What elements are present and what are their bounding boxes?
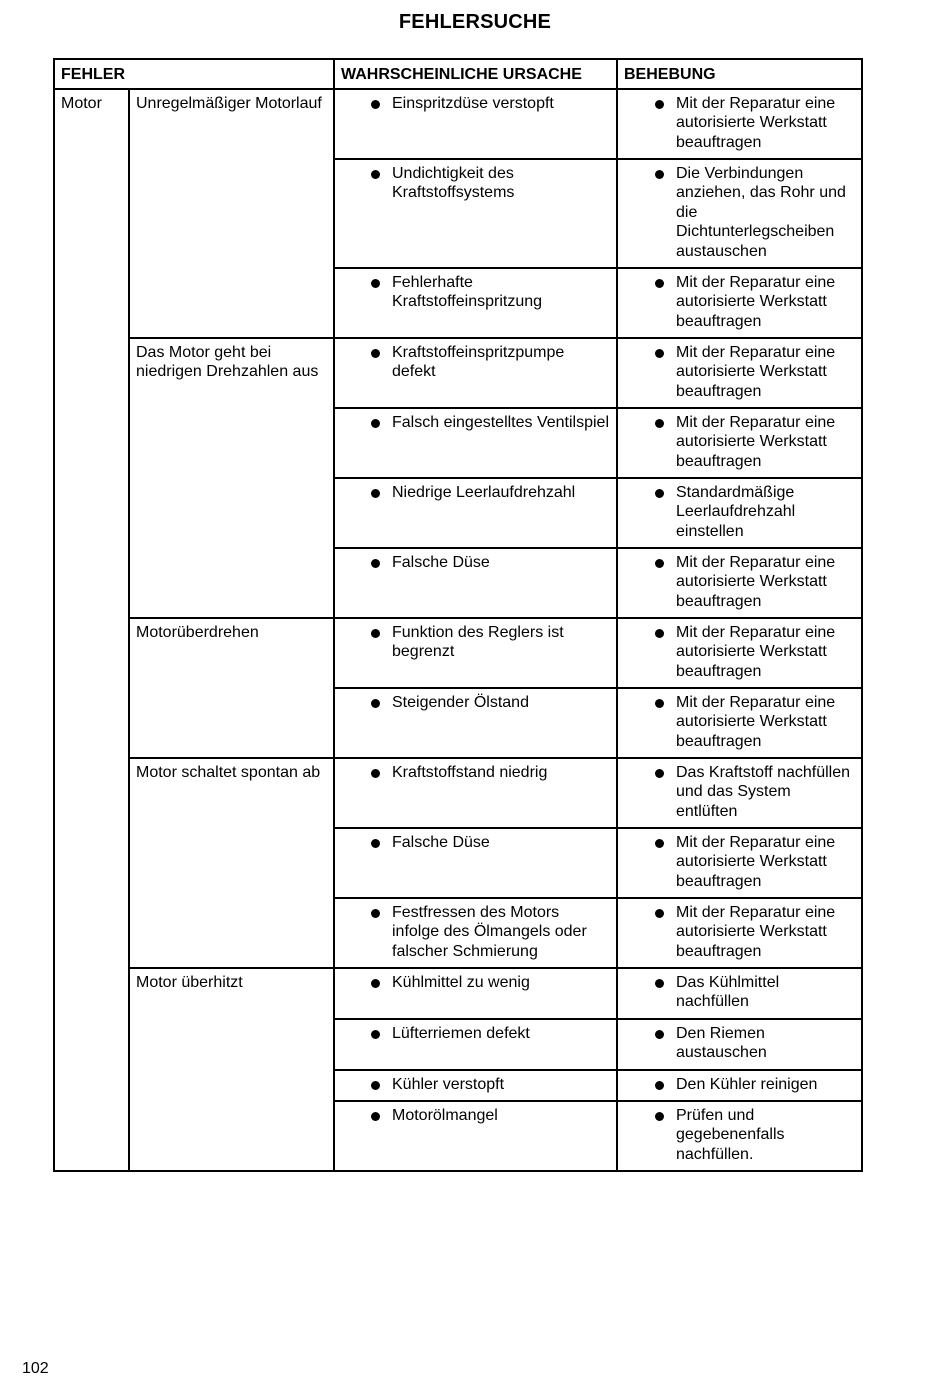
cause-text: Falsche Düse [392,553,490,571]
troubleshooting-table [53,58,863,1172]
fix-cell [617,758,862,828]
table-row [54,618,862,688]
cause-text: Falsch eingestelltes Ventilspiel [392,413,610,431]
cause-cell [334,968,617,1019]
page-title: FEHLERSUCHE [398,11,552,33]
symptom-cell: Motorüberdrehen [129,618,334,758]
bullet-dot-icon [655,489,664,498]
bullet-dot-icon [371,100,380,109]
cause-text: Niedrige Leerlaufdrehzahl [392,483,576,501]
fix-text: Standardmäßige Leerlaufdrehzahl einstellen [676,483,796,540]
bullet-dot-icon [655,419,664,428]
fix-cell [617,478,862,548]
category-cell: Motor [54,89,129,1171]
bullet-dot-icon [655,1112,664,1121]
cause-cell [334,618,617,688]
fix-cell [617,338,862,408]
bullet-dot-icon [371,839,380,848]
bullet-dot-icon [655,979,664,988]
cause-cell [334,408,617,478]
bullet-dot-icon [371,909,380,918]
table-row [54,89,862,159]
bullet-dot-icon [371,279,380,288]
fix-text: Mit der Reparatur eine autorisierte Werkstatt beauftragen [676,413,836,470]
cause-cell [334,898,617,968]
cause-cell [334,159,617,268]
symptom-cell: Unregelmäßiger Motorlauf [129,89,334,338]
bullet-dot-icon [655,629,664,638]
fix-text: Mit der Reparatur eine autorisierte Werkstatt beauftragen [676,553,836,610]
bullet-dot-icon [655,839,664,848]
fix-cell [617,898,862,968]
fix-cell [617,688,862,758]
cause-text: Kühler verstopft [392,1075,505,1093]
fix-cell [617,618,862,688]
cause-cell [334,338,617,408]
bullet-dot-icon [655,1081,664,1090]
symptom-cell: Motor überhitzt [129,968,334,1171]
fix-text: Den Riemen austauschen [676,1024,767,1061]
bullet-dot-icon [655,349,664,358]
cause-cell [334,1070,617,1101]
bullet-dot-icon [655,699,664,708]
bullet-dot-icon [371,1112,380,1121]
cause-cell [334,548,617,618]
fix-text: Mit der Reparatur eine autorisierte Werkstatt beauftragen [676,94,836,151]
fix-cell [617,268,862,338]
cause-text: Lüfterriemen defekt [392,1024,530,1042]
header-fehler: FEHLER [54,59,334,89]
fix-cell [617,828,862,898]
fix-text: Den Kühler reinigen [676,1075,818,1093]
fix-cell [617,968,862,1019]
bullet-dot-icon [371,979,380,988]
cause-text: Steigender Ölstand [392,693,529,711]
fix-cell [617,89,862,159]
fix-cell [617,548,862,618]
bullet-dot-icon [371,1030,380,1039]
page-number: 102 [22,1360,49,1377]
bullet-dot-icon [655,909,664,918]
fix-text: Das Kraftstoff nachfüllen und das System entlüften [676,763,851,820]
bullet-dot-icon [655,100,664,109]
fix-cell [617,159,862,268]
bullet-dot-icon [371,769,380,778]
cause-cell [334,1101,617,1171]
bullet-dot-icon [371,489,380,498]
table-row [54,338,862,408]
bullet-dot-icon [655,1030,664,1039]
bullet-dot-icon [371,559,380,568]
cause-cell [334,89,617,159]
cause-cell [334,758,617,828]
cause-text: Undichtigkeit des Kraftstoffsystems [392,164,515,201]
table-row [54,758,862,828]
table-header-row [54,59,862,89]
bullet-dot-icon [371,1081,380,1090]
bullet-dot-icon [371,349,380,358]
bullet-dot-icon [371,170,380,179]
cause-cell [334,268,617,338]
fix-text: Mit der Reparatur eine autorisierte Werkstatt beauftragen [676,343,836,400]
cause-text: Fehlerhafte Kraftstoffeinspritzung [392,273,543,310]
cause-cell [334,688,617,758]
cause-text: Motorölmangel [392,1106,498,1124]
cause-cell [334,828,617,898]
fix-cell [617,1070,862,1101]
bullet-dot-icon [655,559,664,568]
fix-cell [617,408,862,478]
cause-text: Kraftstoffeinspritzpumpe defekt [392,343,565,380]
bullet-dot-icon [655,170,664,179]
bullet-dot-icon [371,419,380,428]
symptom-cell: Motor schaltet spontan ab [129,758,334,968]
fix-text: Mit der Reparatur eine autorisierte Werkstatt beauftragen [676,273,836,330]
cause-text: Funktion des Reglers ist begrenzt [392,623,564,660]
fix-cell [617,1101,862,1171]
header-ursache: WAHRSCHEINLICHE URSACHE [334,59,617,89]
fix-text: Mit der Reparatur eine autorisierte Werkstatt beauftragen [676,693,836,750]
fix-text: Das Kühlmittel nachfüllen [676,973,780,1010]
cause-text: Einspritzdüse verstopft [392,94,554,112]
header-behebung: BEHEBUNG [617,59,862,89]
bullet-dot-icon [371,699,380,708]
cause-cell [334,478,617,548]
table-row [54,968,862,1019]
bullet-dot-icon [371,629,380,638]
symptom-cell: Das Motor geht bei niedrigen Drehzahlen aus [129,338,334,618]
bullet-dot-icon [655,769,664,778]
fix-text: Mit der Reparatur eine autorisierte Werkstatt beauftragen [676,623,836,680]
bullet-dot-icon [655,279,664,288]
fix-cell [617,1019,862,1070]
fix-text: Mit der Reparatur eine autorisierte Werkstatt beauftragen [676,833,836,890]
cause-text: Kraftstoffstand niedrig [392,763,548,781]
fix-text: Die Verbindungen anziehen, das Rohr und die Dichtunterlegscheiben austauschen [676,164,846,260]
fix-text: Prüfen und gegebenenfalls nachfüllen. [676,1106,785,1163]
cause-text: Festfressen des Motors infolge des Ölmangels oder falscher Schmierung [392,903,587,960]
fix-text: Mit der Reparatur eine autorisierte Werkstatt beauftragen [676,903,836,960]
cause-text: Kühlmittel zu wenig [392,973,530,991]
cause-cell [334,1019,617,1070]
cause-text: Falsche Düse [392,833,490,851]
